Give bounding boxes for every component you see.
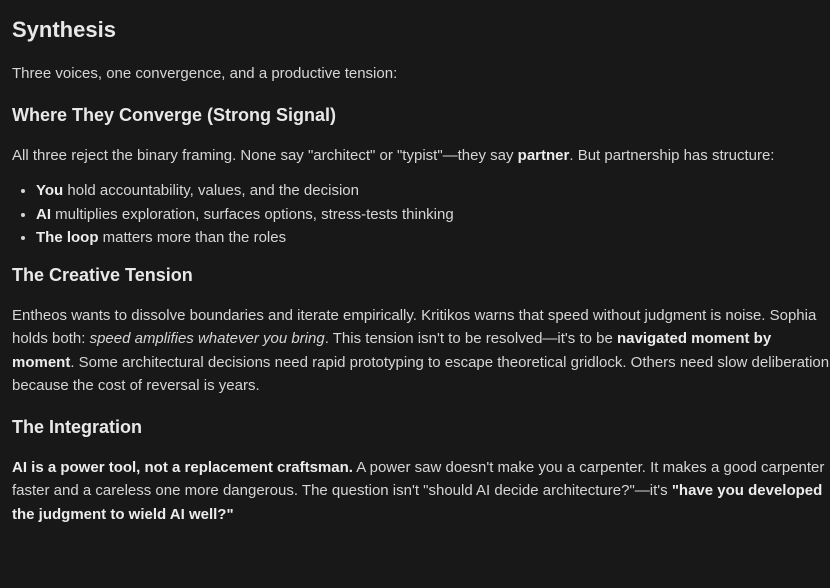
list-item-bold: AI	[36, 205, 51, 223]
tension-text-2: . This tension isn't to be resolved—it's to be	[324, 330, 617, 347]
list-item-bold: You	[36, 182, 64, 199]
tension-italic: speed amplifies whatever you bring	[89, 330, 325, 347]
tension-heading: The Creative Tension	[12, 264, 193, 285]
list-item	[36, 226, 830, 250]
tension-text: Entheos wants to dissolve boundaries and iterate empirically. Kritikos warns that speed without judgment is noise. Sophia holds both:	[12, 306, 817, 347]
integration-text: A power saw doesn't make you a carpenter. It makes a good carpenter faster and a careless one more dangerous. The question isn't "should AI decide architecture?"—it's	[12, 458, 825, 499]
converge-heading: Where They Converge (Strong Signal)	[12, 104, 337, 125]
list-item-text: multiplies exploration, surfaces options, stress-tests thinking	[51, 205, 454, 223]
integration-heading: The Integration	[12, 416, 142, 437]
converge-paragraph	[12, 144, 830, 168]
list-item-bold: The loop	[36, 229, 99, 246]
converge-list	[12, 179, 830, 250]
tension-paragraph	[12, 304, 830, 398]
list-item-text: hold accountability, values, and the decision	[63, 182, 359, 199]
integration-paragraph	[12, 456, 830, 527]
list-item	[36, 203, 830, 227]
intro-paragraph: Three voices, one convergence, and a productive tension:	[12, 65, 398, 82]
list-item	[36, 179, 830, 203]
tension-bold: navigated moment by moment	[12, 330, 772, 371]
converge-bold-partner: partner	[517, 146, 570, 164]
converge-text-end: . But partnership has structure:	[569, 146, 775, 164]
list-item-text: matters more than the roles	[98, 229, 287, 246]
integration-bold-lead: AI is a power tool, not a replacement craftsman.	[12, 458, 353, 476]
page-title: Synthesis	[12, 17, 116, 42]
converge-text: All three reject the binary framing. None say "architect" or "typist"—they say	[12, 146, 518, 164]
integration-bold-question: "have you developed the judgment to wield AI well?"	[12, 482, 823, 523]
tension-text-3: . Some architectural decisions need rapid prototyping to escape theoretical gridlock. Others need slow deliberation because the cost of reversal is years.	[12, 353, 830, 394]
